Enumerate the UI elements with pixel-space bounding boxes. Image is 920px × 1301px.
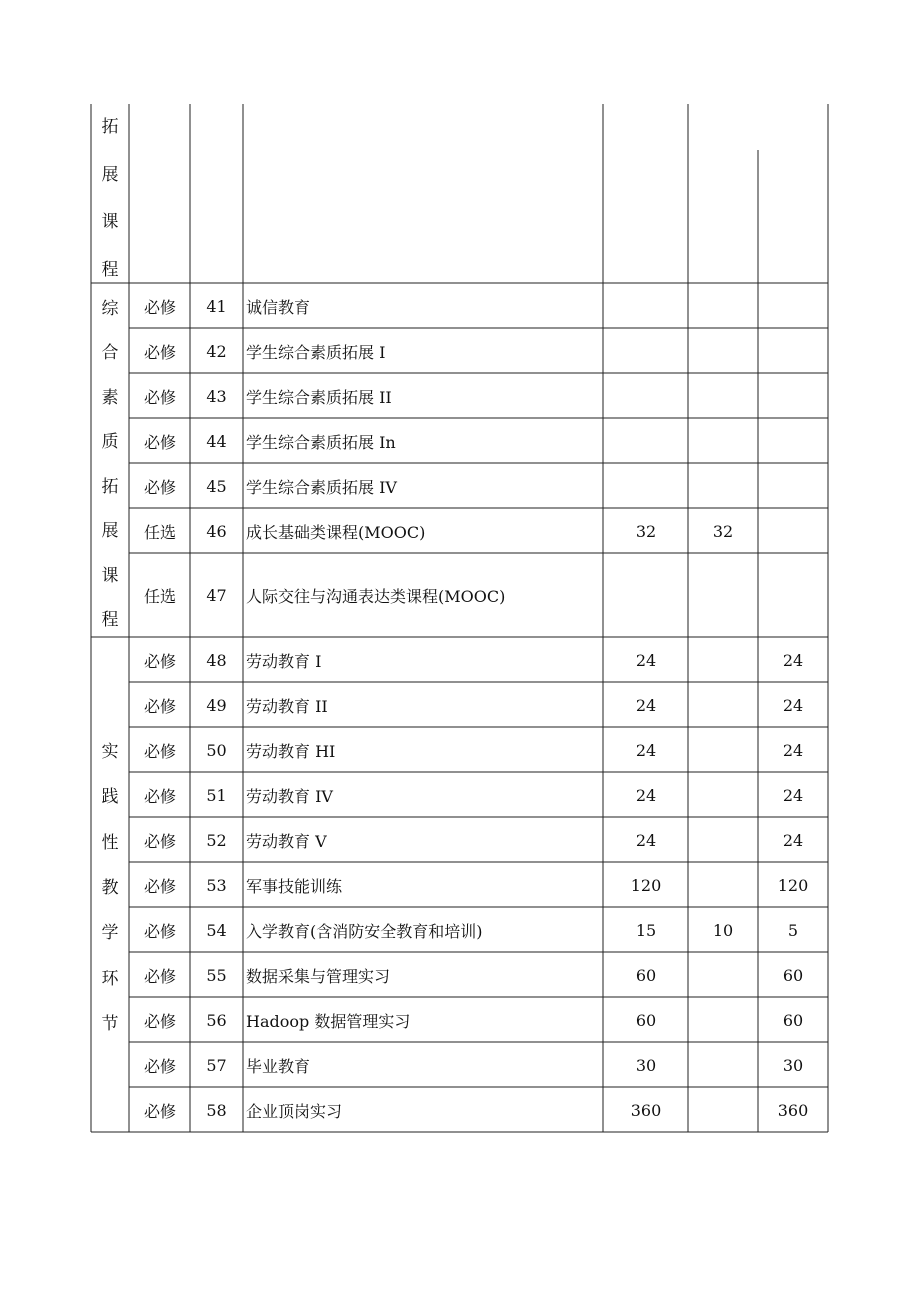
hours-total: 24 (635, 831, 657, 850)
hours-total (604, 284, 688, 329)
hours-total: 24 (635, 741, 657, 760)
hours-theory (688, 329, 758, 374)
category-char: 程 (101, 259, 119, 280)
hours-practice: 60 (782, 966, 804, 985)
hours-total: 30 (635, 1056, 657, 1075)
category-char: 教 (101, 877, 119, 898)
course-type: 必修 (143, 832, 176, 851)
course-name: 成长基础类课程(MOOC) (246, 523, 426, 542)
course-name: 企业顶岗实习 (246, 1102, 343, 1121)
course-name: Hadoop 数据管理实习 (246, 1012, 411, 1031)
hours-total: 24 (635, 786, 657, 805)
hours-theory (688, 464, 758, 509)
hours-practice: 30 (782, 1056, 804, 1075)
category-label (91, 112, 129, 280)
hours-theory (688, 683, 758, 728)
category-char: 展 (101, 164, 119, 185)
course-type: 必修 (143, 967, 176, 986)
course-type: 必修 (143, 697, 176, 716)
hours-practice: 360 (777, 1101, 809, 1120)
hours-theory (688, 419, 758, 464)
hours-total: 32 (635, 522, 657, 541)
course-type: 必修 (143, 652, 176, 671)
hours-practice: 24 (782, 696, 804, 715)
course-name: 毕业教育 (246, 1057, 311, 1076)
hours-theory (688, 818, 758, 863)
hours-practice: 5 (787, 921, 799, 940)
hours-practice: 24 (782, 786, 804, 805)
category-char: 课 (101, 212, 119, 233)
course-type: 必修 (143, 388, 176, 407)
hours-total: 360 (630, 1101, 662, 1120)
category-char: 实 (101, 742, 119, 762)
course-type: 任选 (143, 586, 176, 606)
category-char: 课 (101, 565, 119, 586)
course-type: 任选 (143, 523, 176, 542)
hours-theory (688, 284, 758, 329)
course-type: 必修 (143, 298, 176, 317)
hours-total: 120 (630, 876, 662, 895)
category-char: 素 (101, 387, 119, 408)
hours-total: 15 (635, 921, 657, 940)
course-number: 55 (206, 966, 227, 985)
hours-theory: 10 (712, 921, 734, 940)
category-label (91, 294, 129, 630)
course-number: 48 (206, 651, 227, 670)
hours-theory (688, 728, 758, 773)
course-type: 必修 (143, 1057, 176, 1076)
course-number: 50 (206, 741, 227, 760)
course-number: 49 (206, 696, 227, 715)
course-name: 学生综合素质拓展 I (246, 343, 386, 362)
course-name: 劳动教育 IV (246, 787, 333, 806)
category-char: 程 (101, 609, 119, 630)
hours-total: 24 (635, 696, 657, 715)
course-number: 45 (206, 477, 227, 496)
hours-practice (758, 374, 828, 419)
category-char: 综 (101, 299, 119, 319)
category-char: 性 (101, 832, 119, 853)
hours-practice (758, 464, 828, 509)
category-char: 环 (101, 968, 119, 989)
hours-total: 60 (635, 1011, 657, 1030)
course-type: 必修 (143, 742, 176, 761)
course-number: 56 (206, 1011, 227, 1030)
hours-practice (758, 509, 828, 554)
course-name: 入学教育(含消防安全教育和培训) (246, 922, 483, 941)
hours-theory (688, 1043, 758, 1088)
category-char: 合 (101, 343, 119, 364)
course-type: 必修 (143, 478, 176, 497)
course-type: 必修 (143, 433, 176, 452)
course-number: 47 (206, 585, 227, 605)
course-type: 必修 (143, 877, 176, 896)
category-char: 学 (101, 923, 119, 944)
course-number: 41 (206, 297, 227, 316)
course-name: 数据采集与管理实习 (246, 967, 391, 986)
category-char: 节 (101, 1013, 119, 1034)
course-name: 军事技能训练 (246, 877, 343, 896)
hours-practice: 24 (782, 651, 804, 670)
course-number: 46 (206, 522, 227, 541)
hours-total (604, 464, 688, 509)
hours-theory (688, 374, 758, 419)
course-type: 必修 (143, 343, 176, 362)
hours-total (604, 553, 688, 637)
hours-practice (758, 419, 828, 464)
category-char: 践 (101, 787, 119, 808)
hours-theory (688, 863, 758, 908)
category-char: 拓 (101, 476, 119, 497)
hours-theory (688, 638, 758, 683)
course-number: 43 (206, 387, 227, 406)
course-name: 学生综合素质拓展 In (246, 433, 396, 452)
hours-practice (758, 284, 828, 329)
hours-total (604, 329, 688, 374)
course-number: 58 (206, 1101, 227, 1120)
course-number: 53 (206, 876, 227, 895)
hours-theory (688, 553, 758, 637)
hours-practice: 60 (782, 1011, 804, 1030)
course-number: 57 (206, 1056, 227, 1075)
course-number: 51 (206, 786, 227, 805)
hours-theory (688, 953, 758, 998)
category-label (91, 737, 129, 1034)
course-name: 人际交往与沟通表达类课程(MOOC) (246, 586, 506, 606)
course-number: 54 (206, 921, 227, 940)
hours-theory (688, 1088, 758, 1133)
course-number: 52 (206, 831, 227, 850)
hours-total (604, 419, 688, 464)
hours-total: 24 (635, 651, 657, 670)
course-type: 必修 (143, 1102, 176, 1121)
course-name: 学生综合素质拓展 II (246, 388, 392, 407)
hours-practice: 24 (782, 831, 804, 850)
hours-theory: 32 (712, 522, 734, 541)
course-number: 42 (206, 342, 227, 361)
course-name: 劳动教育 I (246, 652, 322, 671)
course-type: 必修 (143, 922, 176, 941)
category-char: 质 (101, 432, 119, 453)
course-type: 必修 (143, 1012, 176, 1031)
hours-total (604, 374, 688, 419)
category-char: 拓 (101, 117, 119, 137)
course-name: 劳动教育 II (246, 697, 328, 716)
hours-theory (688, 773, 758, 818)
hours-total: 60 (635, 966, 657, 985)
course-name: 劳动教育 HI (246, 742, 336, 761)
course-name: 诚信教育 (246, 298, 311, 317)
hours-practice: 24 (782, 741, 804, 760)
course-number: 44 (206, 432, 227, 451)
course-name: 学生综合素质拓展 IV (246, 478, 397, 497)
course-name: 劳动教育 V (246, 832, 327, 851)
course-type: 必修 (143, 787, 176, 806)
hours-practice (758, 553, 828, 637)
hours-practice: 120 (777, 876, 809, 895)
hours-practice (758, 329, 828, 374)
category-char: 展 (101, 521, 119, 542)
hours-theory (688, 998, 758, 1043)
